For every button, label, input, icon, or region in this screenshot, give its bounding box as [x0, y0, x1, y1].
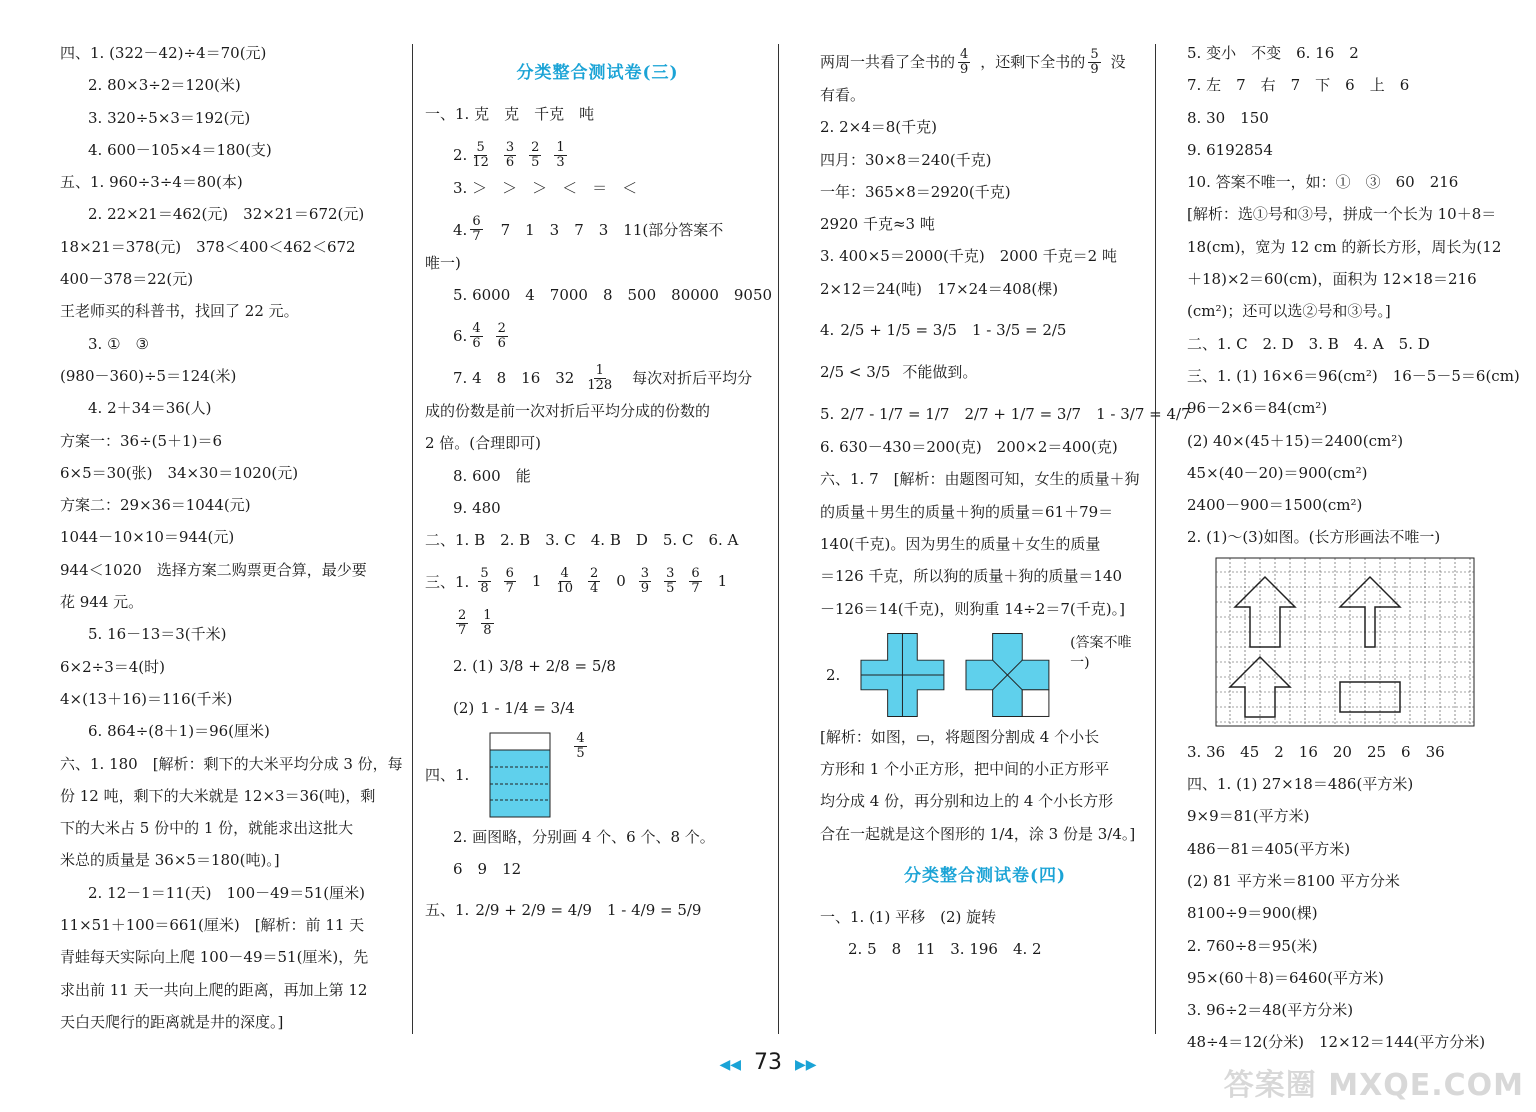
answer-line: 花 944 元。	[60, 593, 144, 612]
fraction: $\frac{1}{8}$	[483, 608, 492, 639]
answer-line: 4×(13＋16)＝116(千米)	[60, 689, 233, 708]
answer-line: 四月：30×8＝240(千克)	[820, 150, 992, 169]
answer-line: 四、1. (322－42)÷4＝70(元)	[60, 44, 267, 62]
fraction: $\frac{3}{5}$	[666, 566, 675, 597]
strip-diagram	[489, 732, 551, 818]
answer-line: 4. 2＋34＝36(人)	[88, 399, 212, 418]
answer-line: 18(cm)，宽为 12 cm 的新长方形，周长为(12	[1187, 237, 1502, 256]
equation-text: 2/5 < 3/5	[820, 363, 891, 382]
answer-line: 六、1. 7 [解析：由题图可知，女生的质量＋狗	[820, 470, 1140, 489]
answer-line: 6 9 12	[453, 859, 522, 878]
answer-line: 5. 6000 4 7000 8 500 80000 9050	[453, 285, 773, 304]
fraction: $\frac{1}{3}$	[556, 139, 565, 170]
answer-line: 方案一：36÷(5＋1)＝6	[60, 431, 222, 450]
fraction: $\frac{4}{5}$	[576, 730, 585, 761]
fraction: $\frac{3}{6}$	[505, 139, 515, 170]
fraction-group	[1085, 48, 1110, 77]
item-number: 2.	[453, 146, 468, 165]
answer-line: 2. 2×4＝8(千克)	[820, 118, 937, 137]
answer-line: 一、1. (1) 平移 (2) 旋转	[820, 907, 997, 926]
answer-line: 11×51＋100＝661(厘米) [解析：前 11 天	[60, 916, 365, 935]
answer-line: ＋18)×2＝60(cm)，面积为 12×18＝216	[1187, 270, 1477, 289]
answer-line: 有看。	[820, 86, 866, 104]
answer-line: 7. 左 7 右 7 下 6 上 6	[1187, 76, 1410, 95]
equation-text: 1 - 1/4 = 3/4	[480, 698, 575, 717]
fraction: $\frac{4}{6}$	[472, 320, 481, 351]
answer-text: 不能做到。	[902, 363, 978, 382]
equation-line	[820, 396, 1191, 432]
answer-line: 140(千克)。因为男生的质量＋女生的质量	[820, 534, 1101, 553]
answer-line: 求出前 11 天一共向上爬的距离，再加上第 12	[60, 980, 368, 999]
answer-line: 96－2×6＝84(cm²)	[1187, 399, 1328, 418]
answer-line: [解析：如图，▭，将题图分割成 4 个小长	[820, 727, 1100, 746]
fraction: $\frac{2}{7}$	[458, 608, 467, 639]
column-rule-3	[1155, 44, 1156, 1034]
number: 1	[717, 571, 728, 590]
answer-line: 6. 864÷(8＋1)＝96(厘米)	[88, 722, 270, 741]
fraction-line	[820, 44, 1150, 80]
answer-text: 两周一共看了全书的	[820, 53, 956, 71]
answer-line: 95×(60＋8)＝6460(平方米)	[1187, 968, 1384, 987]
equation-line	[820, 354, 1150, 390]
answer-line: 2. 画图略，分别画 4 个、6 个、8 个。	[453, 827, 715, 846]
answer-line: 方形和 1 个小正方形，把中间的小正方形平	[820, 760, 1110, 779]
item-number: (2)	[453, 698, 475, 717]
arrow-shape-left	[1235, 577, 1295, 647]
answer-line: 唯一)	[425, 253, 461, 272]
answer-line: 3. ＞ ＞ ＞ ＜ ＝ ＜	[453, 179, 638, 198]
answer-column-1	[60, 44, 405, 1044]
answer-text: 7 1 3 7 3 11(部分答案不	[500, 220, 724, 239]
fraction: $\frac{3}{9}$	[640, 566, 650, 597]
column-rule-2	[778, 44, 779, 1034]
fraction-line	[425, 212, 770, 248]
fraction: $\frac{5}{9}$	[1090, 46, 1099, 77]
answer-line: 6×5＝30(张) 34×30＝1020(元)	[60, 463, 299, 482]
answer-line: 9. 6192854	[1187, 140, 1273, 159]
number: 1	[531, 571, 542, 590]
answer-line: 方案二：29×36＝1044(元)	[60, 496, 251, 515]
answer-line: 48÷4＝12(分米) 12×12＝144(平方分米)	[1187, 1033, 1486, 1052]
answer-line: 4. 600－105×4＝180(支)	[88, 140, 272, 159]
answer-line: (2) 40×(45＋15)＝2400(cm²)	[1187, 431, 1404, 450]
answer-line: 2. 760÷8＝95(米)	[1187, 936, 1318, 955]
fraction-line	[425, 137, 770, 173]
fraction-group	[467, 141, 576, 170]
fraction: $\frac{4}{9}$	[960, 46, 969, 77]
column-rule-1	[412, 44, 413, 1034]
answer-line: 18×21＝378(元) 378＜400＜462＜672	[60, 237, 356, 256]
fraction-group	[467, 215, 492, 244]
answer-line: 45×(40－20)＝900(cm²)	[1187, 463, 1368, 482]
answer-line: 6. 630－430＝200(克) 200×2＝400(克)	[820, 438, 1118, 457]
fraction-line	[425, 606, 770, 642]
answer-line: －126＝14(千克)，则狗重 14÷2＝7(千克)。]	[820, 599, 1125, 618]
answer-text: 7. 4 8 16 32	[453, 369, 575, 388]
answer-line: 2. 5 8 11 3. 196 4. 2	[848, 940, 1042, 959]
item-number: 4.	[453, 220, 468, 239]
answer-line: 天白天爬行的距离就是井的深度。]	[60, 1012, 284, 1031]
item-number: 2.	[826, 665, 841, 684]
fraction-line	[425, 360, 770, 396]
rotated-cross-figure	[965, 632, 1050, 718]
answer-line: 8. 30 150	[1187, 108, 1269, 127]
answer-line: 5. 16－13＝3(千米)	[88, 625, 227, 644]
fraction: $\frac{6}{7}$	[505, 566, 514, 597]
answer-line: (2) 81 平方米＝8100 平方分米	[1187, 871, 1400, 890]
answer-line: 三、1. (1) 16×6＝96(cm²) 16－5－5＝6(cm)	[1187, 366, 1520, 385]
item-number: 四、1.	[425, 766, 470, 785]
grid-figure	[1215, 557, 1507, 731]
answer-line: 下的大米占 5 份中的 1 份，就能求出这批大	[60, 819, 354, 838]
answer-line: 王老师买的科普书，找回了 22 元。	[60, 302, 299, 321]
answer-line: ＝126 千克，所以狗的质量＋狗的质量＝140	[820, 567, 1123, 586]
bar-figure-line	[425, 732, 770, 818]
section-heading: 分类整合测试卷(四)	[903, 865, 1067, 886]
watermark-logo: 答案圈 MXQE.COM	[1223, 1068, 1524, 1103]
equation-line	[425, 690, 770, 726]
answer-column-4	[1187, 44, 1520, 1052]
item-number: 三、1.	[425, 572, 470, 591]
answer-line: 5. 变小 不变 6. 16 2	[1187, 44, 1359, 62]
answer-line: 份 12 吨，剩下的大米就是 12×3＝36(吨)，剩	[60, 786, 376, 805]
answer-line: 2. (1)～(3)如图。(长方形画法不唯一)	[1187, 528, 1441, 547]
grid-drawing	[1215, 557, 1475, 727]
answer-line: 二、1. B 2. B 3. C 4. B D 5. C 6. A	[425, 531, 739, 550]
answer-line: 的质量＋男生的质量＋狗的质量＝61＋79＝	[820, 502, 1114, 521]
answer-line: 3. ① ③	[88, 334, 149, 353]
page-number: 73	[754, 1050, 782, 1075]
answer-line: 486－81＝405(平方米)	[1187, 839, 1351, 858]
fraction-group	[453, 609, 504, 638]
equation-line	[425, 648, 770, 684]
equation-line	[820, 312, 1150, 348]
answer-line: 6×2÷3＝4(时)	[60, 657, 166, 676]
equation-text: 2/5 + 1/5 = 3/5 1 - 3/5 = 2/5	[840, 321, 1067, 340]
prev-page-icon[interactable]: ◀◀	[719, 1057, 741, 1073]
answer-line: 8. 600 能	[453, 466, 531, 485]
answer-line: 3. 400×5＝2000(千克) 2000 千克＝2 吨	[820, 247, 1117, 266]
answer-line: 2. 12－1＝11(天) 100－49＝51(厘米)	[88, 883, 366, 902]
fraction: $\frac{2}{5}$	[531, 139, 540, 170]
answer-line: 2. 22×21＝462(元) 32×21＝672(元)	[88, 205, 365, 224]
answer-line: 9. 480	[453, 499, 501, 518]
answer-line: 米总的质量是 36×5＝180(吨)。]	[60, 851, 280, 870]
answer-line: 3. 320÷5×3＝192(元)	[88, 108, 251, 127]
answer-text: 每次对折后平均分	[632, 369, 753, 388]
equation-text: 2/7 - 1/7 = 1/7 2/7 + 1/7 = 3/7 1 - 3/7 = 4/7	[840, 405, 1191, 424]
answer-line: (980－360)÷5＝124(米)	[60, 366, 237, 385]
answer-line: 400－378＝22(元)	[60, 270, 194, 289]
fraction: $\frac{6}{7}$	[691, 566, 700, 597]
answer-text: 没	[1110, 53, 1126, 71]
fraction: $\frac{2}{4}$	[589, 566, 599, 597]
answer-line: 五、1. 960÷3÷4＝80(本)	[60, 173, 243, 192]
item-number: 5.	[820, 405, 835, 424]
fraction: $\frac{6}{7}$	[472, 214, 481, 245]
answer-line: 合在一起就是这个图形的 1/4，涂 3 份是 3/4。]	[820, 824, 1136, 843]
equation-line	[425, 892, 770, 928]
answer-line: 3. 96÷2＝48(平方分米)	[1187, 1001, 1354, 1020]
answer-note: (答案不唯一)	[1070, 634, 1132, 671]
answer-text: ，还剩下全书的	[980, 53, 1086, 71]
fraction-group	[475, 567, 737, 596]
answer-line: 一年：365×8＝2920(千克)	[820, 182, 1011, 201]
fraction-line	[425, 318, 770, 354]
answer-line: 成的份数是前一次对折后平均分成的份数的	[425, 402, 711, 421]
number: 0	[616, 571, 626, 590]
answer-line: 10. 答案不唯一，如：① ③ 60 216	[1187, 173, 1459, 192]
answer-line: [解析：选①号和③号，拼成一个长为 10＋8＝	[1187, 205, 1497, 224]
item-number: 五、1.	[425, 901, 470, 920]
fraction-group	[571, 732, 596, 761]
arrow-shape-right	[1340, 577, 1400, 647]
equation-text: 2/9 + 2/9 = 4/9 1 - 4/9 = 5/9	[475, 901, 702, 920]
answer-line: (cm²)；还可以选②号和③号。]	[1187, 302, 1391, 321]
section-heading: 分类整合测试卷(三)	[516, 63, 679, 83]
fraction-group	[582, 364, 624, 393]
fraction: $\frac{4}{10}$	[556, 566, 573, 597]
item-number: 4.	[820, 321, 835, 340]
answer-line: 均分成 4 份，再分别和边上的 4 个小长方形	[820, 792, 1114, 811]
answer-line: 青蛙每天实际向上爬 100－49＝51(厘米)，先	[60, 948, 369, 967]
next-page-icon[interactable]: ▶▶	[795, 1057, 817, 1073]
answer-line: 3. 36 45 2 16 20 25 6 36	[1187, 742, 1445, 761]
answer-line: 2 倍。(合理即可)	[425, 434, 542, 453]
cross-figure-line	[820, 632, 1150, 718]
item-number: 2. (1)	[453, 656, 494, 675]
equation-text: 3/8 + 2/8 = 5/8	[499, 656, 616, 675]
fraction: $\frac{2}{6}$	[497, 320, 506, 351]
fraction: $\frac{1}{128}$	[587, 362, 613, 393]
item-number: 6.	[453, 327, 468, 346]
answer-line: 2920 千克≈3 吨	[820, 215, 935, 234]
answer-line: 四、1. (1) 27×18＝486(平方米)	[1187, 775, 1414, 794]
answer-line: 2×12＝24(吨) 17×24＝408(棵)	[820, 279, 1059, 298]
fraction: $\frac{5}{8}$	[480, 566, 489, 597]
answer-line: 一、1. 克 克 千克 吨	[425, 105, 595, 123]
fraction-line	[425, 564, 770, 600]
answer-line: 六、1. 180 [解析：剩下的大米平均分成 3 份，每	[60, 754, 403, 773]
fraction-group	[955, 48, 980, 77]
answer-line: 1044－10×10＝944(元)	[60, 528, 235, 547]
answer-line: 944＜1020 选择方案二购票更合算，最少要	[60, 560, 367, 579]
answer-column-3	[820, 44, 1191, 1044]
rectangle-shape	[1340, 682, 1400, 712]
answer-line: 2. 80×3÷2＝120(米)	[88, 76, 241, 95]
cross-shape-figure	[860, 632, 945, 718]
answer-line: 二、1. C 2. D 3. B 4. A 5. D	[1187, 334, 1430, 353]
fraction-group	[467, 322, 518, 351]
answer-line: 9×9＝81(平方米)	[1187, 807, 1310, 826]
answer-line: 8100÷9＝900(棵)	[1187, 904, 1318, 923]
answer-column-2	[425, 40, 773, 1040]
fraction: $\frac{5}{12}$	[472, 139, 489, 170]
answer-line: 2400－900＝1500(cm²)	[1187, 496, 1363, 515]
